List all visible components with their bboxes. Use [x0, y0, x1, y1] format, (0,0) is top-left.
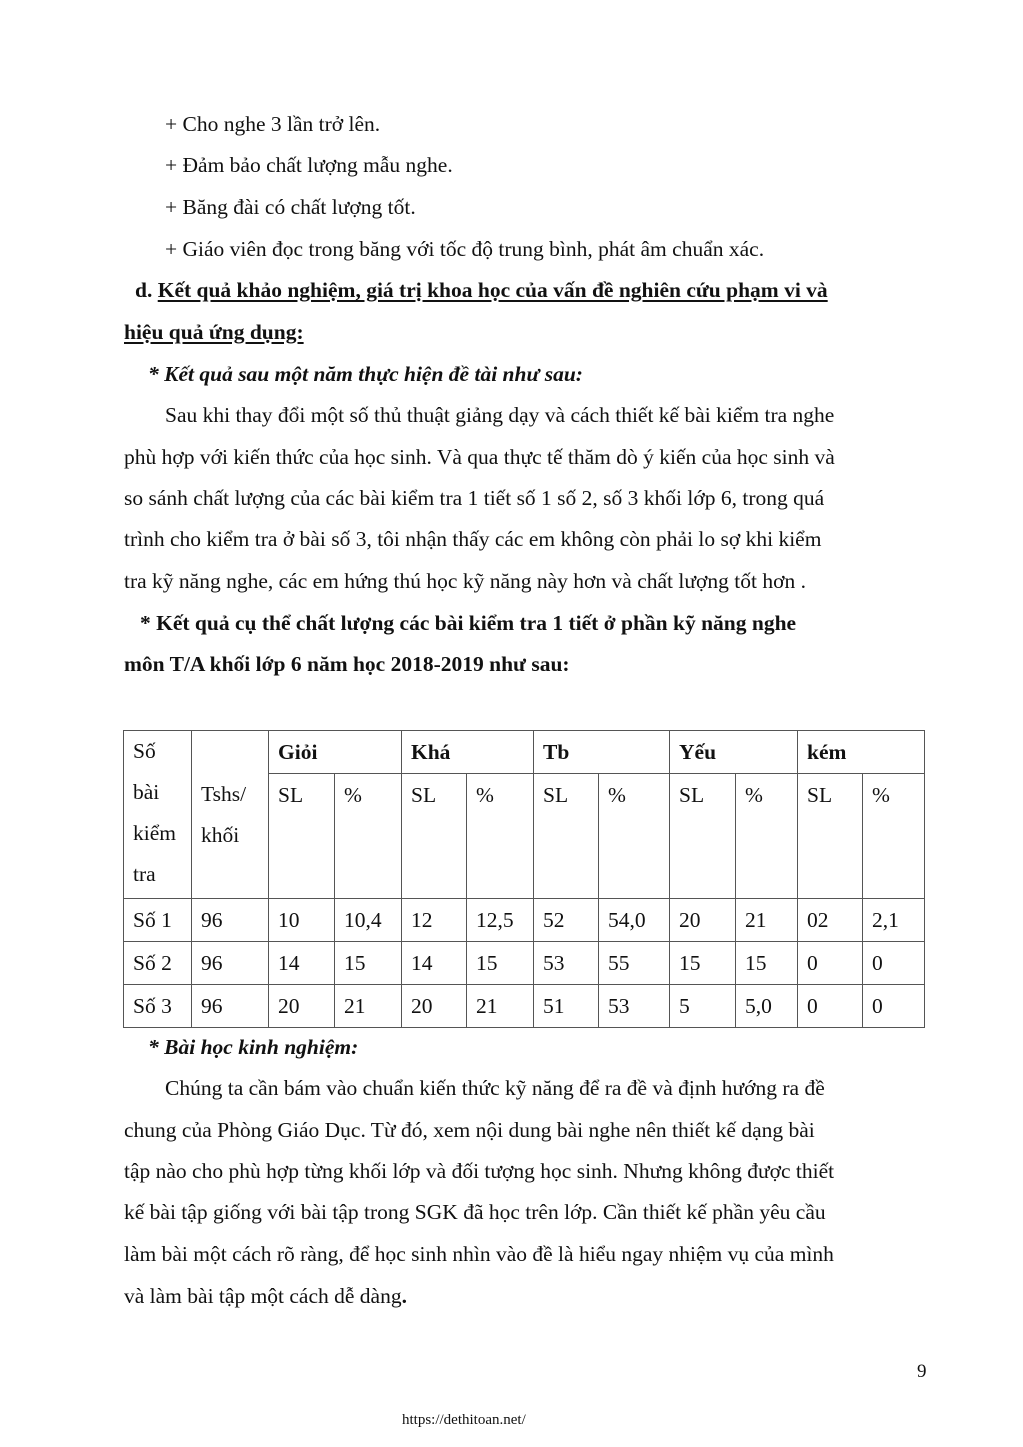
- paragraph2-line5: làm bài một cách rõ ràng, để học sinh nhìn vào đề là hiểu ngay nhiệm vụ của mình: [124, 1242, 834, 1266]
- paragraph1-line4: trình cho kiểm tra ở bài số 3, tôi nhận thấy các em không còn phải lo sợ khi kiểm: [124, 527, 822, 551]
- table-cell: 96: [192, 985, 269, 1028]
- table-heading-line2: môn T/A khối lớp 6 năm học 2018-2019 như sau:: [124, 652, 570, 676]
- table-cell: 12: [402, 899, 467, 942]
- table-cell: Số 1: [124, 899, 192, 942]
- table-cell: 10,4: [335, 899, 402, 942]
- subheader-percent: %: [863, 774, 925, 899]
- table-cell: 21: [335, 985, 402, 1028]
- paragraph2-line6: [124, 1282, 407, 1310]
- subheader-sl: SL: [402, 774, 467, 899]
- subheader-percent: %: [736, 774, 798, 899]
- table-cell: 52: [534, 899, 599, 942]
- table-cell: 12,5: [467, 899, 534, 942]
- table-cell: 20: [670, 899, 736, 942]
- table-cell: 5,0: [736, 985, 798, 1028]
- table-cell: 10: [269, 899, 335, 942]
- subheader-sl: SL: [670, 774, 736, 899]
- table-cell: 54,0: [599, 899, 670, 942]
- table-cell: 0: [798, 985, 863, 1028]
- table-cell: 53: [534, 942, 599, 985]
- subheader-sl: SL: [798, 774, 863, 899]
- table-cell: 53: [599, 985, 670, 1028]
- paragraph1-line2: phù hợp với kiến thức của học sinh. Và qua thực tế thăm dò ý kiến của học sinh và: [124, 445, 835, 469]
- table-cell: 14: [269, 942, 335, 985]
- header-group-tb: Tb: [534, 731, 670, 774]
- table-cell: 0: [863, 942, 925, 985]
- paragraph2-line1: Chúng ta cần bám vào chuẩn kiến thức kỹ năng để ra đề và định hướng ra đề: [165, 1076, 825, 1100]
- section-d-heading: [135, 276, 828, 304]
- subheader-percent: %: [467, 774, 534, 899]
- table-cell: 21: [736, 899, 798, 942]
- table-heading-line1: * Kết quả cụ thể chất lượng các bài kiểm tra 1 tiết ở phần kỹ năng nghe: [140, 611, 797, 635]
- table-cell: 0: [798, 942, 863, 985]
- header-test-number: [124, 731, 192, 899]
- paragraph2-line2: chung của Phòng Giáo Dục. Từ đó, xem nội dung bài nghe nên thiết kế dạng bài: [124, 1118, 815, 1142]
- result-heading: * Kết quả sau một năm thực hiện đề tài như sau:: [148, 362, 583, 386]
- paragraph1-line1: Sau khi thay đổi một số thủ thuật giảng dạy và cách thiết kế bài kiểm tra nghe: [165, 403, 835, 427]
- table-row: [124, 985, 925, 1028]
- bullet-audio-quality: + Đảm bảo chất lượng mẫu nghe.: [165, 153, 453, 177]
- subheader-sl: SL: [534, 774, 599, 899]
- table-header-row: [124, 731, 925, 774]
- paragraph2-line3: tập nào cho phù hợp từng khối lớp và đối tượng học sinh. Nhưng không được thiết: [124, 1159, 835, 1183]
- table-cell: Số 2: [124, 942, 192, 985]
- section-d-label: d.: [135, 278, 153, 302]
- bullet-listen-times: + Cho nghe 3 lần trở lên.: [165, 112, 381, 136]
- section-d-title-line2: hiệu quả ứng dụng:: [124, 320, 304, 344]
- paragraph2-end-period: .: [401, 1284, 407, 1308]
- header-group-gioi: Giỏi: [269, 731, 402, 774]
- table-cell: 15: [736, 942, 798, 985]
- results-table: [123, 730, 925, 1028]
- table-row: [124, 942, 925, 985]
- table-cell: 20: [269, 985, 335, 1028]
- lesson-heading: * Bài học kinh nghiệm:: [148, 1035, 359, 1059]
- table-cell: 14: [402, 942, 467, 985]
- table-cell: 02: [798, 899, 863, 942]
- header-tra: tra: [133, 862, 156, 886]
- table-cell: 5: [670, 985, 736, 1028]
- header-group-kha: Khá: [402, 731, 534, 774]
- table-cell: 0: [863, 985, 925, 1028]
- header-group-yeu: Yếu: [670, 731, 798, 774]
- table-cell: Số 3: [124, 985, 192, 1028]
- footer-url: https://dethitoan.net/: [402, 1412, 526, 1428]
- header-so: Số: [133, 739, 156, 763]
- subheader-sl: SL: [269, 774, 335, 899]
- table-cell: 15: [335, 942, 402, 985]
- table-cell: 96: [192, 899, 269, 942]
- header-kiem: kiểm: [133, 821, 176, 845]
- table-cell: 96: [192, 942, 269, 985]
- table-cell: 15: [467, 942, 534, 985]
- header-group-kem: kém: [798, 731, 925, 774]
- subheader-percent: %: [335, 774, 402, 899]
- header-bai: bài: [133, 780, 160, 804]
- header-total-students: Tshs/ khối: [192, 731, 269, 899]
- section-d-title-line1: Kết quả khảo nghiệm, giá trị khoa học của vấn đề nghiên cứu phạm vi và: [157, 278, 828, 302]
- table-cell: 20: [402, 985, 467, 1028]
- paragraph2-line4: kế bài tập giống với bài tập trong SGK đã học trên lớp. Cần thiết kế phần yêu cầu: [124, 1200, 826, 1224]
- table-cell: 51: [534, 985, 599, 1028]
- table-cell: 2,1: [863, 899, 925, 942]
- table-cell: 21: [467, 985, 534, 1028]
- subheader-percent: %: [599, 774, 670, 899]
- table-cell: 55: [599, 942, 670, 985]
- bullet-tape-quality: + Băng đài có chất lượng tốt.: [165, 195, 416, 219]
- page-number: 9: [917, 1361, 927, 1382]
- paragraph1-line5: tra kỹ năng nghe, các em hứng thú học kỹ năng này hơn và chất lượng tốt hơn .: [124, 569, 806, 593]
- bullet-teacher-reading: + Giáo viên đọc trong băng với tốc độ trung bình, phát âm chuẩn xác.: [165, 237, 765, 261]
- table-cell: 15: [670, 942, 736, 985]
- table-row: [124, 899, 925, 942]
- paragraph2-line6-text: và làm bài tập một cách dễ dàng: [124, 1284, 402, 1308]
- paragraph1-line3: so sánh chất lượng của các bài kiểm tra 1 tiết số 1 số 2, số 3 khối lớp 6, trong quá: [124, 486, 825, 510]
